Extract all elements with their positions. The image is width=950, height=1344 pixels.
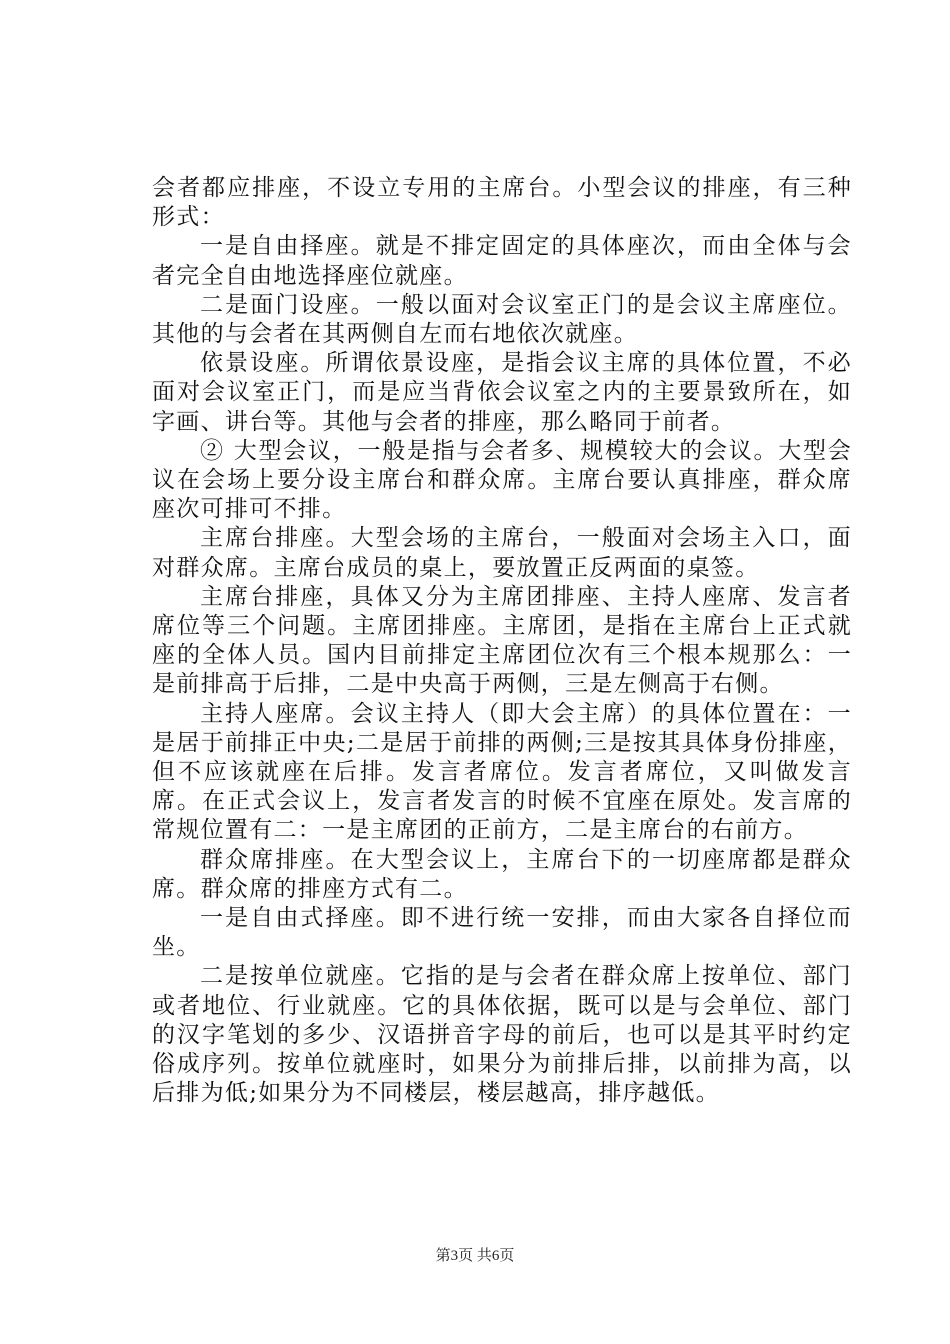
paragraph-6: 主席台排座。大型会场的主席台，一般面对会场主入口，面对群众席。主席台成员的桌上，要放置正反两面的桌签。 <box>152 525 852 581</box>
paragraph-7: 主席台排座，具体又分为主席团排座、主持人座席、发言者席位等三个问题。主席团排座。主席团，是指在主席台上正式就座的全体人员。国内目前排定主席团位次有三个根本规那么：一是前排高于后排，二是中央高于两侧，三是左侧高于右侧。 <box>152 583 852 698</box>
paragraph-8: 主持人座席。会议主持人（即大会主席）的具体位置在：一是居于前排正中央;二是居于前排的两侧;三是按其具体身份排座，但不应该就座在后排。发言者席位。发言者席位，又叫做发言席。在正式会议上，发言者发言的时候不宜座在原处。发言席的常规位置有二：一是主席团的正前方，二是主席台的右前方。 <box>152 700 852 844</box>
page-number-label: 第3页 共6页 <box>435 1248 515 1264</box>
paragraph-11: 二是按单位就座。它指的是与会者在群众席上按单位、部门或者地位、行业就座。它的具体依据，既可以是与会单位、部门的汉字笔划的多少、汉语拼音字母的前后，也可以是其平时约定俗成序列。按单位就座时，如果分为前排后排，以前排为高，以后排为低;如果分为不同楼层，楼层越高，排序越低。 <box>152 963 852 1107</box>
paragraph-9: 群众席排座。在大型会议上，主席台下的一切座席都是群众席。群众席的排座方式有二。 <box>152 846 852 902</box>
paragraph-10: 一是自由式择座。即不进行统一安排，而由大家各自择位而坐。 <box>152 905 852 961</box>
paragraph-2: 一是自由择座。就是不排定固定的具体座次，而由全体与会者完全自由地选择座位就座。 <box>152 233 852 289</box>
page-footer <box>0 1244 950 1265</box>
paragraph-4: 依景设座。所谓依景设座，是指会议主席的具体位置，不必面对会议室正门，而是应当背依会议室之内的主要景致所在，如字画、讲台等。其他与会者的排座，那么略同于前者。 <box>152 350 852 435</box>
document-body <box>152 174 852 1109</box>
paragraph-5: ② 大型会议，一般是指与会者多、规模较大的会议。大型会议在会场上要分设主席台和群众席。主席台要认真排座，群众席座次可排可不排。 <box>152 437 852 523</box>
paragraph-1: 会者都应排座，不设立专用的主席台。小型会议的排座，有三种形式： <box>152 175 852 231</box>
paragraph-3: 二是面门设座。一般以面对会议室正门的是会议主席座位。其他的与会者在其两侧自左而右地依次就座。 <box>152 291 852 348</box>
